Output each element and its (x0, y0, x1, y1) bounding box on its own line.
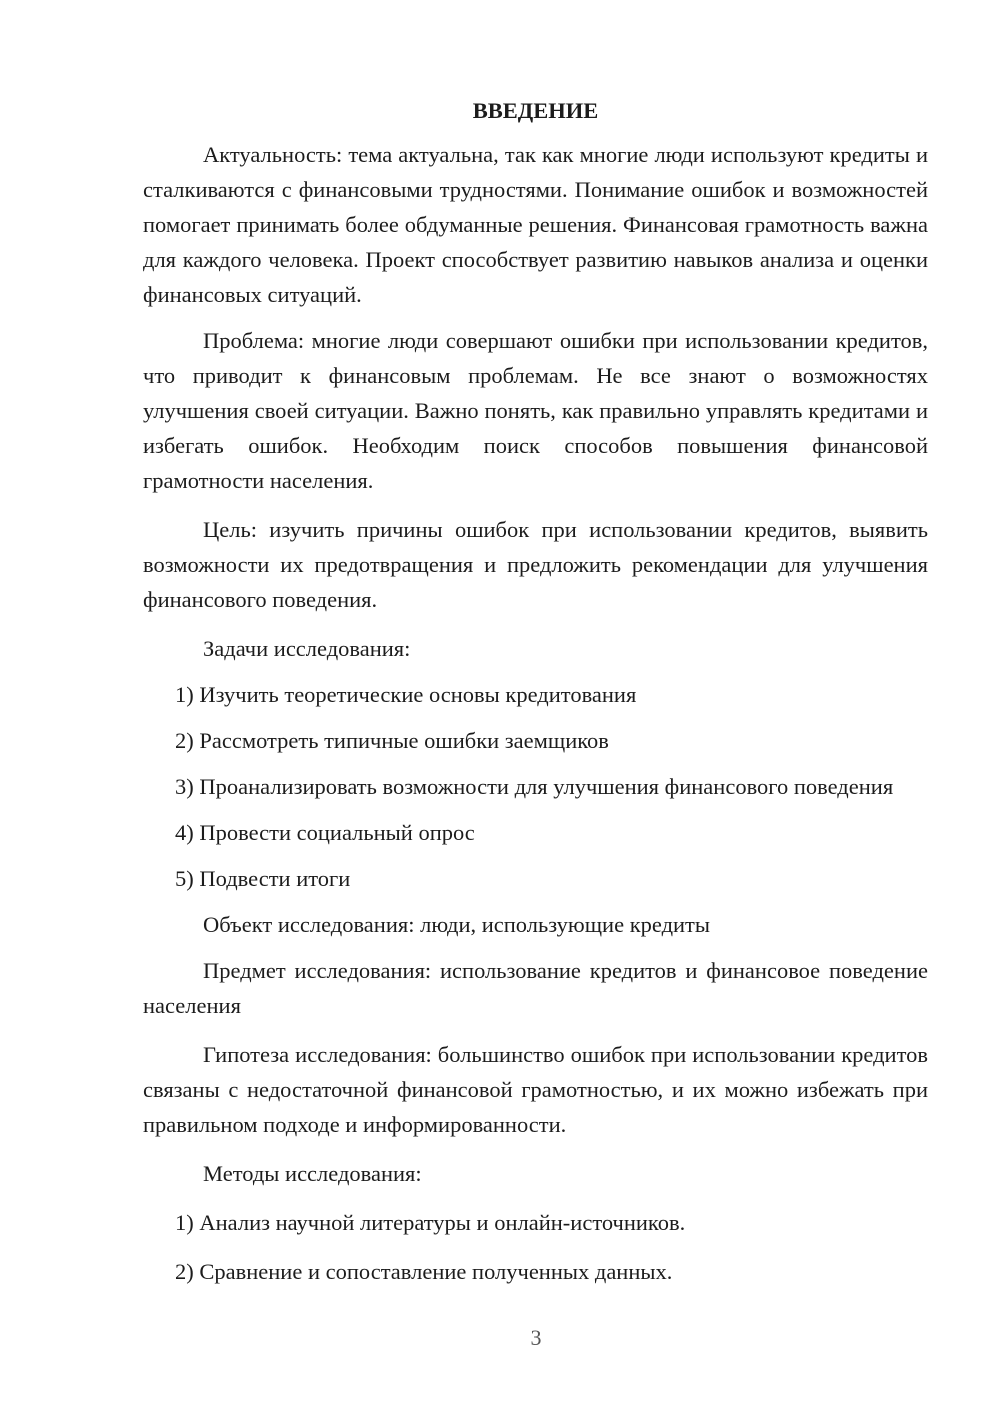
document-page (143, 95, 928, 1300)
object-paragraph: Объект исследования: люди, использующие кредиты (203, 912, 711, 937)
problem-paragraph: Проблема: многие люди совершают ошибки при использовании кредитов, что приводит к финансовым проблемам. Не все знают о возможностях улучшения своей ситуации. Важно понять, как правильно управлять кредитами и избегать ошибок. Необходим поиск способов повышения финансовой грамотности населения. (143, 328, 928, 493)
page-number: 3 (530, 1325, 542, 1350)
task-item: 2) Рассмотреть типичные ошибки заемщиков (175, 728, 609, 753)
method-item: 2) Сравнение и сопоставление полученных данных. (175, 1259, 673, 1284)
section-title: ВВЕДЕНИЕ (472, 98, 599, 123)
method-item: 1) Анализ научной литературы и онлайн-источников. (175, 1210, 686, 1235)
task-item: 1) Изучить теоретические основы кредитования (175, 682, 637, 707)
goal-paragraph: Цель: изучить причины ошибок при использовании кредитов, выявить возможности их предотвращения и предложить рекомендации для улучшения финансового поведения. (143, 517, 928, 612)
methods-heading: Методы исследования: (203, 1161, 422, 1186)
task-item: 5) Подвести итоги (175, 866, 351, 891)
hypothesis-paragraph: Гипотеза исследования: большинство ошибок при использовании кредитов связаны с недостаточной финансовой грамотностью, и их можно избежать при правильном подходе и информированности. (143, 1042, 928, 1137)
subject-paragraph: Предмет исследования: использование кредитов и финансовое поведение населения (143, 958, 928, 1018)
task-item: 4) Провести социальный опрос (175, 820, 475, 845)
relevance-paragraph: Актуальность: тема актуальна, так как многие люди используют кредиты и сталкиваются с финансовыми трудностями. Понимание ошибок и возможностей помогает принимать более обдуманные решения. Финансовая грамотность важна для каждого человека. Проект способствует развитию навыков анализа и оценки финансовых ситуаций. (143, 142, 928, 307)
task-item: 3) Проанализировать возможности для улучшения финансового поведения (175, 774, 894, 799)
tasks-heading: Задачи исследования: (203, 636, 411, 661)
